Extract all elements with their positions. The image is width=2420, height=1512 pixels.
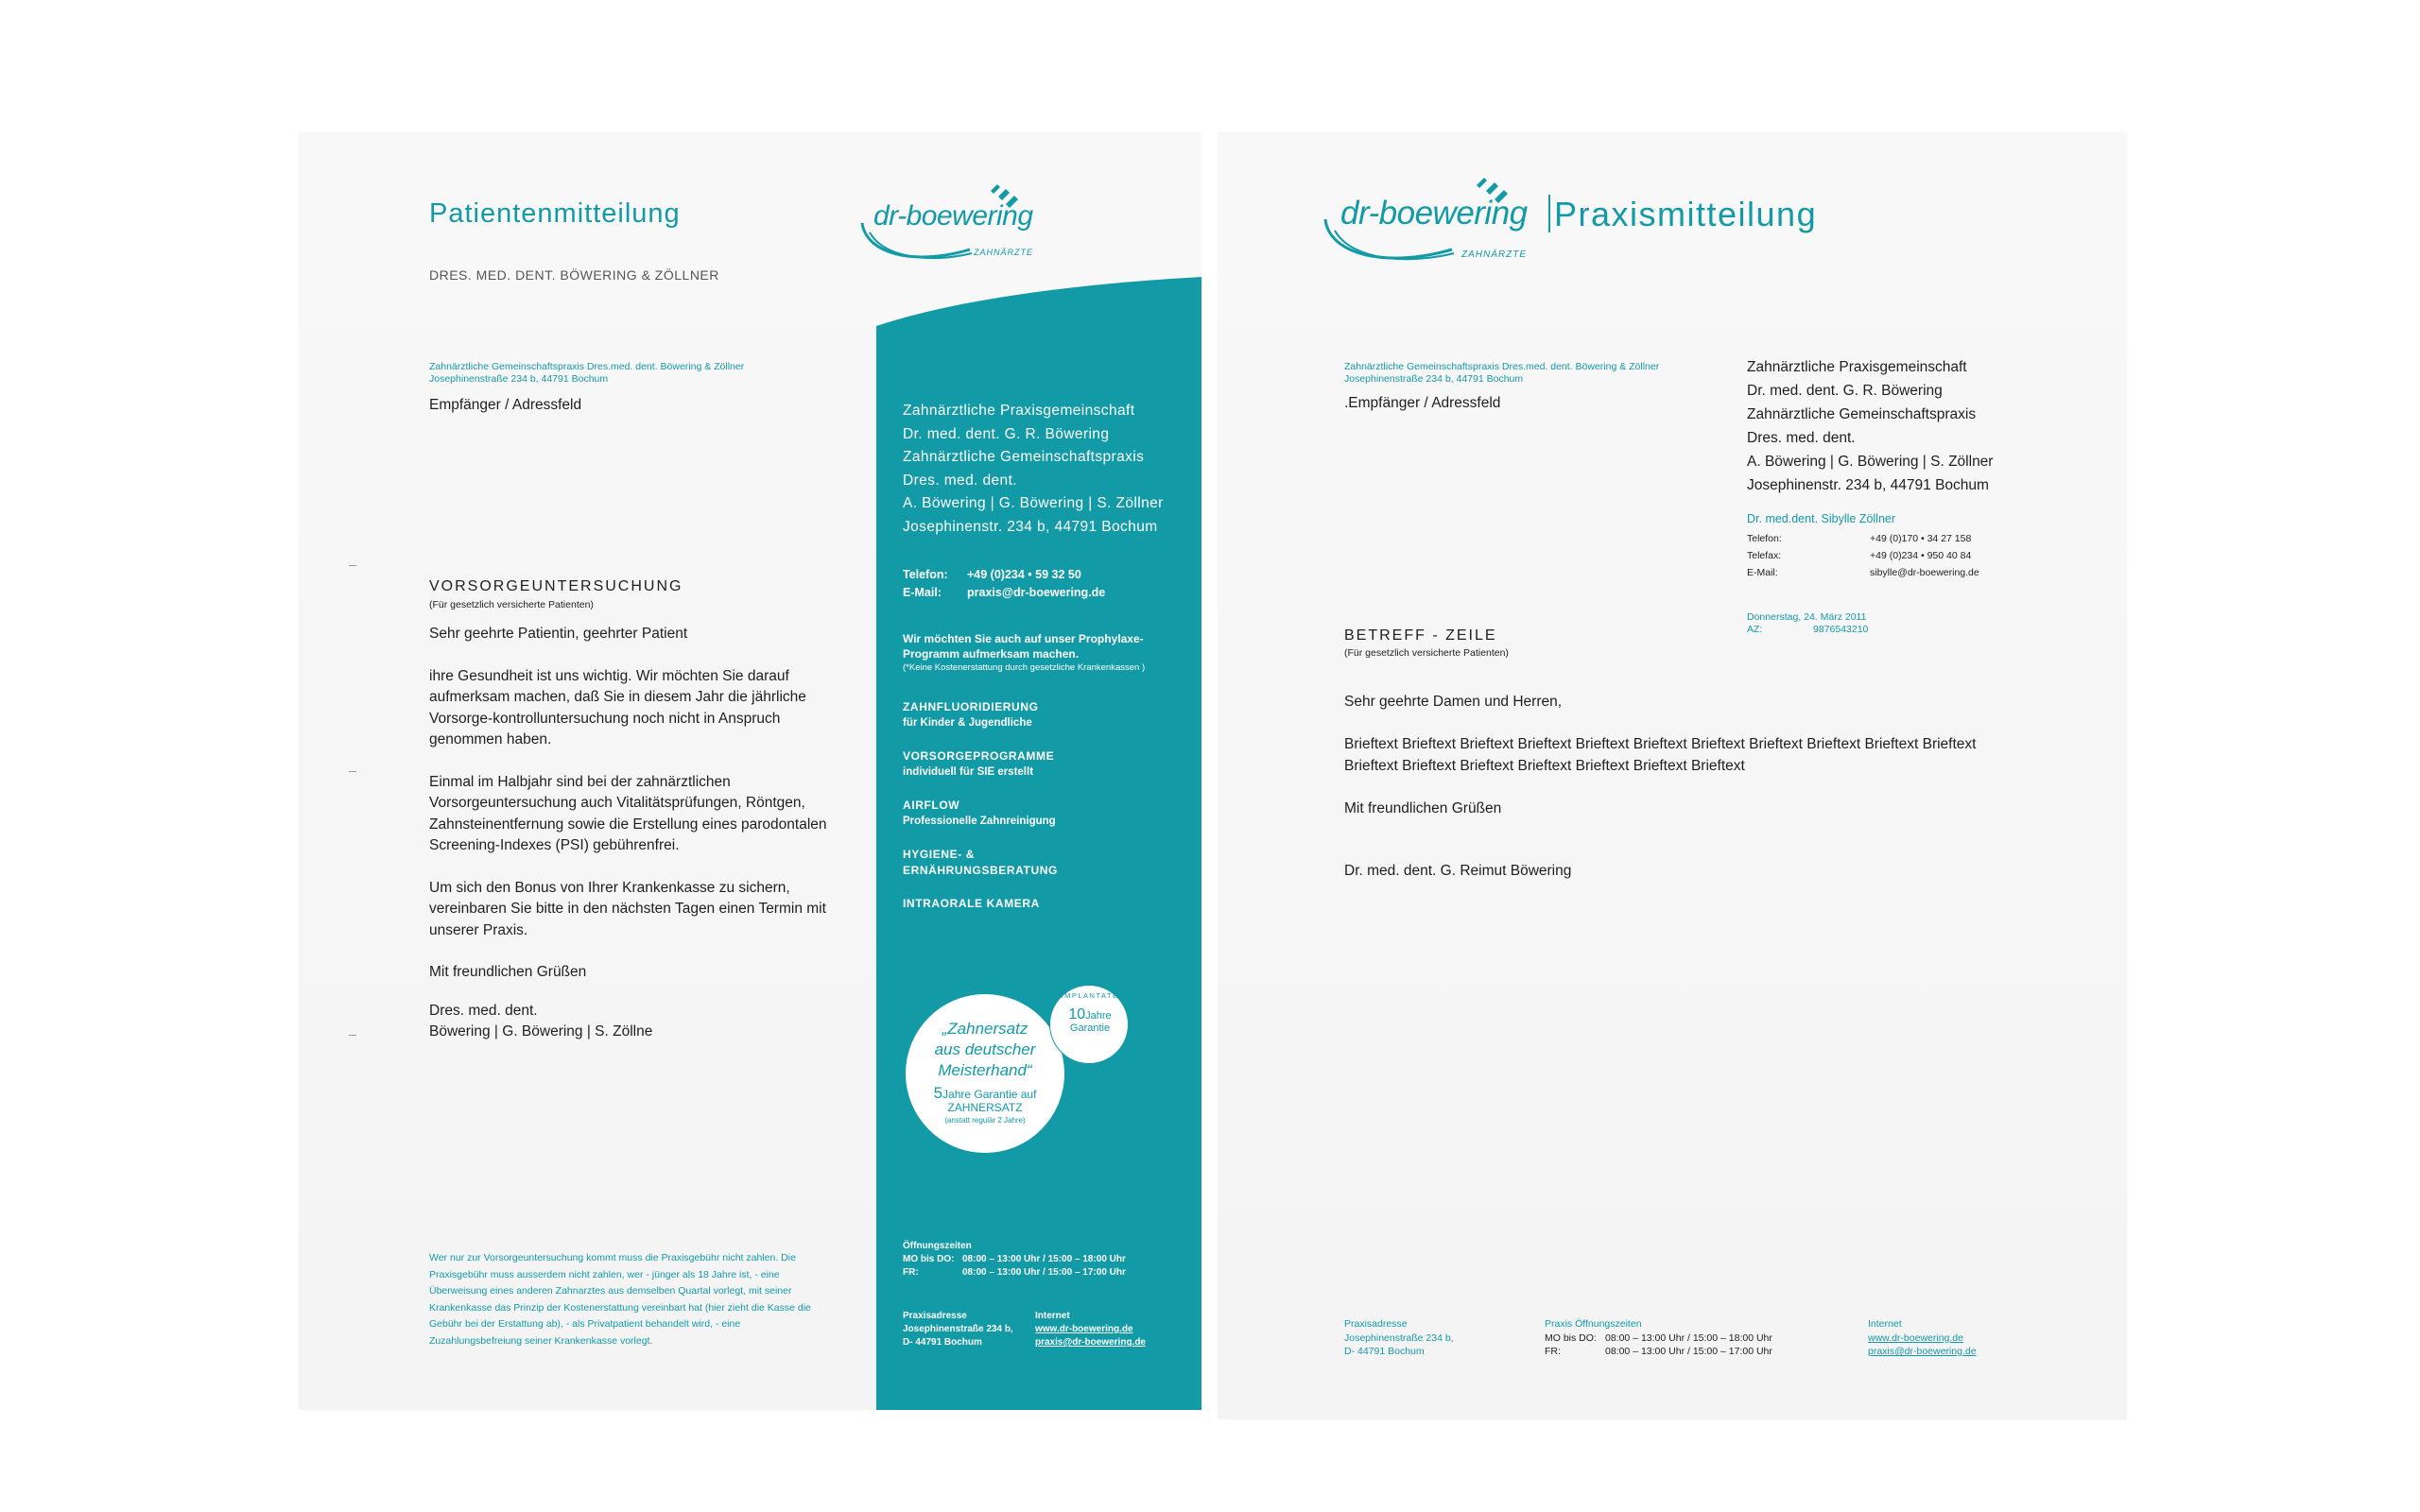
sender-line-2: Josephinenstraße 234 b, 44791 Bochum — [1344, 373, 1524, 385]
hours-time: 08:00 – 13:00 Uhr / 15:00 – 18:00 Uhr — [1605, 1332, 1772, 1344]
badge-guarantee-text — [906, 1084, 1064, 1127]
hours-day: MO bis DO: — [1545, 1332, 1597, 1344]
reference-label: AZ: — [1747, 624, 1763, 635]
service-subtitle: ERNÄHRUNGSBERATUNG — [903, 864, 1058, 877]
hours-day: MO bis DO: — [903, 1254, 955, 1264]
logo — [1320, 174, 1565, 287]
email-value[interactable]: praxis@dr-boewering.de — [967, 586, 1106, 599]
letter-date: Donnerstag, 24. März 2011 — [1747, 611, 1867, 623]
hours-time: 08:00 – 13:00 Uhr / 15:00 – 18:00 Uhr — [962, 1254, 1126, 1264]
page-title: Praxismitteilung — [1554, 195, 1818, 233]
badge-text: Jahre — [1085, 1010, 1112, 1022]
service-title: INTRAORALE KAMERA — [903, 897, 1040, 910]
service-item — [903, 847, 1058, 879]
phone-label: Telefon: — [903, 568, 948, 581]
guarantee-badge-large — [906, 994, 1064, 1153]
address-line: Zahnärztliche Gemeinschaftspraxis — [903, 449, 1145, 465]
service-subtitle: Professionelle Zahnreinigung — [903, 816, 1056, 827]
logo-text: dr-boewering — [873, 200, 1033, 232]
praxis-line: D- 44791 Bochum — [903, 1337, 982, 1348]
sender-line — [1344, 361, 1659, 386]
badge-quote-line: „Zahnersatz — [942, 1020, 1028, 1038]
badge-quote — [906, 1019, 1064, 1081]
sender-line — [429, 361, 744, 386]
sender-line-1: Zahnärztliche Gemeinschaftspraxis Dres.med. dent. Böwering & Zöllner — [429, 361, 745, 372]
body-line: Brieftext Brieftext Brieftext Brieftext Brieftext Brieftext Brieftext Brieftext Brieftext Brieftext Brieftext — [1344, 736, 1977, 752]
paragraph: ihre Gesundheit ist uns wichtig. Wir möchten Sie darauf aufmerksam machen, daß Sie in diesem Jahr die jährliche Vorsorge-kontrolluntersuchung noch nicht in Anspruch genommen haben. — [429, 667, 806, 747]
practice-letter-page — [1218, 132, 2127, 1419]
footer-title: Internet — [1868, 1318, 1902, 1330]
page-subtitle: DRES. MED. DENT. BÖWERING & ZÖLLNER — [429, 267, 719, 283]
fold-mark — [349, 1035, 356, 1036]
hours-time: 08:00 – 13:00 Uhr / 15:00 – 17:00 Uhr — [1605, 1346, 1772, 1357]
body-line: Brieftext Brieftext Brieftext Brieftext Brieftext Brieftext Brieftext — [1344, 757, 1745, 774]
logo-subtext: ZAHNÄRZTE — [974, 248, 1033, 257]
footer-title: Praxisadresse — [1344, 1318, 1408, 1330]
footer-line: Josephinenstraße 234 b, — [1344, 1332, 1454, 1344]
contact-label: Telefon: — [1747, 533, 1782, 544]
address-line: Josephinenstr. 234 b, 44791 Bochum — [903, 518, 1158, 535]
hours-title: Öffnungszeiten — [903, 1241, 972, 1251]
address-line: Dr. med. dent. G. R. Böwering — [903, 425, 1110, 442]
service-title: AIRFLOW — [903, 799, 960, 812]
badge-quote-line: aus deutscher — [934, 1040, 1036, 1058]
service-subtitle: für Kinder & Jugendliche — [903, 717, 1032, 729]
badge-number: 5 — [933, 1084, 943, 1102]
praxis-line: Josephinenstraße 234 b, — [903, 1324, 1013, 1334]
contact-label: E-Mail: — [1747, 567, 1778, 578]
contact-label: Telefax: — [1747, 550, 1782, 561]
footer-hours — [1545, 1317, 1772, 1359]
address-line: Zahnärztliche Praxisgemeinschaft — [903, 403, 1135, 419]
badge-number: 10 — [1068, 1006, 1086, 1022]
panel-internet — [1035, 1310, 1146, 1349]
contact-value: +49 (0)234 • 950 40 84 — [1870, 550, 1972, 561]
subject-line: BETREFF - ZEILE — [1344, 627, 1497, 644]
contact-value[interactable]: sibylle@dr-boewering.de — [1870, 567, 1979, 578]
service-list — [903, 699, 1058, 912]
subject-line: VORSORGEUNTERSUCHUNG — [429, 578, 683, 594]
panel-contact — [903, 566, 1105, 602]
letter-body — [429, 624, 845, 1043]
sender-line-2: Josephinenstraße 234 b, 44791 Bochum — [429, 373, 609, 385]
service-subtitle: individuell für SIE erstellt — [903, 766, 1034, 778]
fold-mark — [349, 771, 356, 772]
contact-details — [1747, 530, 1979, 581]
badge-text: ZAHNERSATZ — [947, 1101, 1023, 1114]
title-divider — [1548, 195, 1550, 232]
closing: Mit freundlichen Grüßen — [1344, 800, 1502, 816]
service-title: VORSORGEPROGRAMME — [903, 749, 1055, 763]
badge-quote-line: Meisterhand“ — [938, 1061, 1032, 1079]
hours-day: FR: — [903, 1267, 919, 1278]
badge-text: Garantie — [1069, 1022, 1111, 1034]
recipient-field: Empfänger / Adressfeld — [429, 397, 582, 413]
paragraph: Einmal im Halbjahr sind bei der zahnärztlichen Vorsorgeuntersuchung auch Vitalitätsprüfungen, Röntgen, Zahnsteinentfernung sowie die Erstellung eines parodontalen Screening-Indexes (PSI) gebührenfrei. — [429, 773, 827, 853]
guarantee-badge-small — [1049, 985, 1129, 1064]
patient-letter-page — [299, 132, 1201, 1410]
internet-title: Internet — [1035, 1311, 1070, 1321]
service-title: HYGIENE- & — [903, 848, 976, 861]
address-line: Dres. med. dent. — [1747, 430, 1856, 446]
hours-time: 08:00 – 13:00 Uhr / 15:00 – 17:00 Uhr — [962, 1267, 1126, 1278]
contact-name: Dr. med.dent. Sibylle Zöllner — [1747, 512, 1896, 525]
prophylaxe-line: Programm aufmerksam machen. — [903, 647, 1080, 661]
salutation: Sehr geehrte Patientin, geehrter Patient — [429, 626, 688, 642]
address-line: Zahnärztliche Gemeinschaftspraxis — [1747, 406, 1977, 422]
contact-value: +49 (0)170 • 34 27 158 — [1870, 533, 1972, 544]
sender-line-1: Zahnärztliche Gemeinschaftspraxis Dres.med. dent. Böwering & Zöllner — [1344, 361, 1660, 372]
signature-line-1: Dres. med. dent. — [429, 1002, 538, 1019]
prophylaxe-footnote: (*Keine Kostenerstattung durch gesetzliche Krankenkassen ) — [903, 662, 1146, 673]
subject-note: (Für gesetzlich versicherte Patienten) — [429, 599, 594, 610]
footer-line: D- 44791 Bochum — [1344, 1346, 1425, 1357]
address-line: Josephinenstr. 234 b, 44791 Bochum — [1747, 477, 1989, 493]
page-title: Patientenmitteilung — [429, 198, 681, 229]
recipient-field: .Empfänger / Adressfeld — [1344, 395, 1501, 411]
service-item — [903, 896, 1058, 912]
footnote: Wer nur zur Vorsorgeuntersuchung kommt muss die Praxisgebühr nicht zahlen. Die Praxisgebühr muss ausserdem nicht zahlen, wer - jünger als 18 Jahre ist, - eine Überweisung eines anderen Zahnarztes aus demselben Quartal vorlegt, mit seiner Krankenkasse das Prinzip der Kostenerstattung vereinbart hat (hier zieht die Kasse die Gebühr bei der Erstattung ab), - als Privatpatient behandelt wird, - eine Zuzahlungsbefreiung seiner Krankenkasse vorlegt. — [429, 1252, 811, 1347]
email-link[interactable]: praxis@dr-boewering.de — [1035, 1337, 1146, 1348]
letter-body — [1344, 734, 1976, 777]
phone-value: +49 (0)234 • 59 32 50 — [967, 568, 1081, 581]
panel-practice-address — [903, 1310, 1013, 1349]
service-item — [903, 798, 1058, 830]
website-link[interactable]: www.dr-boewering.de — [1035, 1324, 1133, 1334]
address-line: Dres. med. dent. — [903, 472, 1017, 489]
signature-line-2: Böwering | G. Böwering | S. Zöllne — [429, 1023, 653, 1040]
badge-footnote: (anstatt regulär 2 Jahre) — [944, 1116, 1026, 1125]
badge-text: Jahre Garantie auf — [942, 1088, 1037, 1101]
website-link[interactable]: www.dr-boewering.de — [1868, 1332, 1963, 1344]
service-title: ZAHNFLUORIDIERUNG — [903, 700, 1039, 713]
email-link[interactable]: praxis@dr-boewering.de — [1868, 1346, 1977, 1357]
date-block — [1747, 611, 1868, 636]
closing: Mit freundlichen Grüßen — [429, 964, 587, 980]
logo-text: dr-boewering — [1340, 195, 1528, 232]
signature: Dr. med. dent. G. Reimut Böwering — [1344, 863, 1572, 879]
paragraph: Um sich den Bonus von Ihrer Krankenkasse zu sichern, vereinbaren Sie bitte in den nächsten Tagen einen Termin mit unserer Praxis. — [429, 879, 826, 938]
service-item — [903, 748, 1058, 781]
panel-address — [903, 400, 1164, 539]
footer-title: Praxis Öffnungszeiten — [1545, 1318, 1642, 1330]
opening-hours — [903, 1240, 1126, 1280]
address-line: Zahnärztliche Praxisgemeinschaft — [1747, 359, 1967, 375]
subject-note: (Für gesetzlich versicherte Patienten) — [1344, 647, 1509, 659]
prophylaxe-line: Wir möchten Sie auch auf unser Prophylaxe- — [903, 632, 1144, 645]
praxis-title: Praxisadresse — [903, 1311, 967, 1321]
service-item — [903, 699, 1058, 731]
address-line: A. Böwering | G. Böwering | S. Zöllner — [903, 495, 1164, 511]
address-line: A. Böwering | G. Böwering | S. Zöllner — [1747, 454, 1994, 470]
sender-address-block — [1747, 355, 1993, 497]
address-line: Dr. med. dent. G. R. Böwering — [1747, 383, 1943, 399]
prophylaxe-note — [903, 631, 1145, 674]
info-sidebar — [876, 132, 1201, 1410]
salutation: Sehr geehrte Damen und Herren, — [1344, 694, 1563, 710]
email-label: E-Mail: — [903, 586, 942, 599]
badge-small-text — [1050, 1008, 1130, 1035]
footer-internet — [1868, 1317, 1977, 1359]
footer-address — [1344, 1317, 1454, 1359]
logo-subtext: ZAHNÄRZTE — [1461, 249, 1527, 260]
fold-mark — [349, 565, 356, 566]
hours-day: FR: — [1545, 1346, 1561, 1357]
reference-value: 9876543210 — [1813, 624, 1869, 635]
badge-arc-text: IMPLANTATE — [1061, 991, 1119, 1000]
